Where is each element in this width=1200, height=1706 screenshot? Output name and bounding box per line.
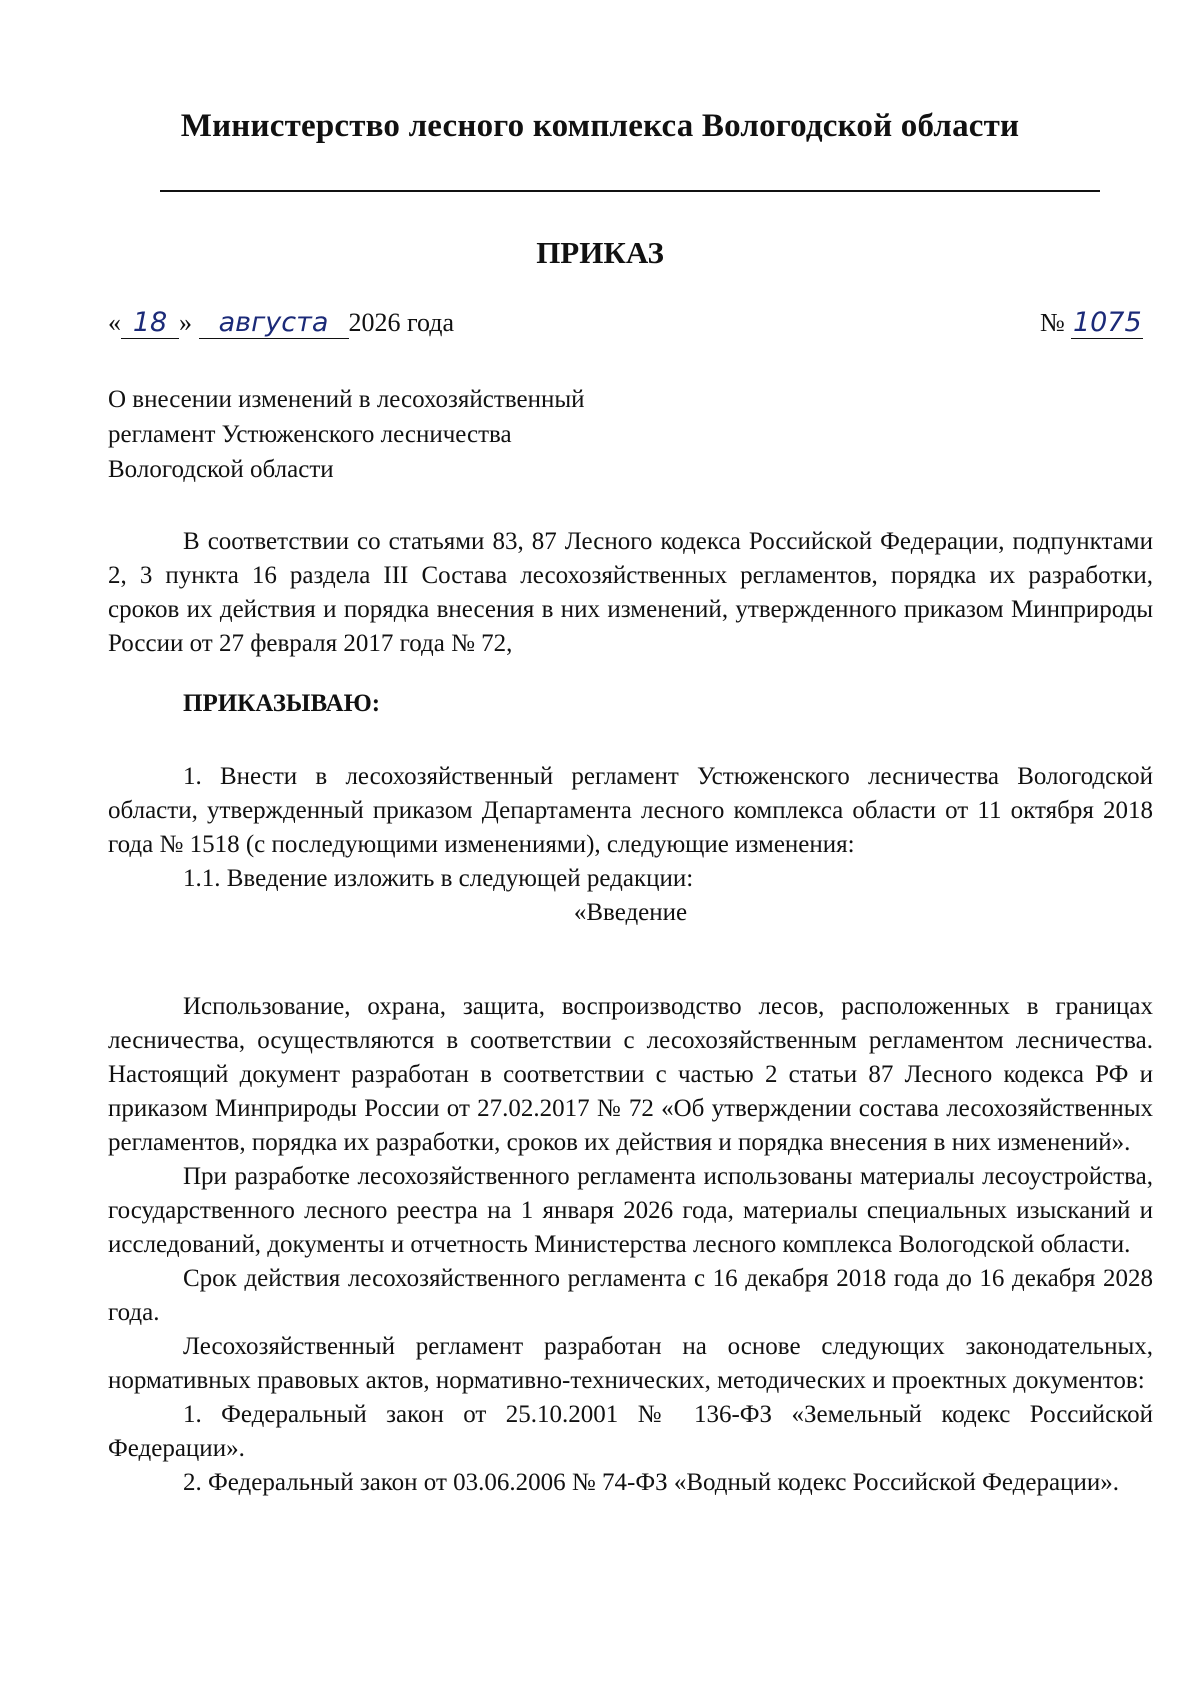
order-items-section [108, 760, 1153, 930]
handwritten-day: 18 [121, 307, 179, 339]
intro-paragraph: Срок действия лесохозяйственного регламента с 16 декабря 2018 года до 16 декабря 2028 года. [108, 1265, 1153, 1326]
document-type-title: ПРИКАЗ [536, 235, 664, 270]
order-item-1-1: 1.1. Введение изложить в следующей редакции: [183, 865, 694, 892]
date-open-quote: « [108, 308, 121, 337]
introduction-text [108, 990, 1153, 1500]
date-year: 2026 года [348, 308, 455, 337]
introduction-heading: «Введение [573, 899, 688, 926]
order-item-1: 1. Внести в лесохозяйственный регламент Устюженского лесничества Вологодской области, утвержденный приказом Департамента лесного комплекса области от 11 октября 2018 года № 1518 (с последующими изменениями), следующие изменения: [108, 763, 1153, 858]
subject-line: регламент Устюженского лесничества [108, 421, 512, 448]
intro-paragraph: При разработке лесохозяйственного регламента использованы материалы лесоустройства, государственного лесного реестра на 1 января 2026 года, материалы специальных изысканий и исследований, документы и отчетность Министерства лесного комплекса Вологодской области. [108, 1163, 1153, 1258]
legal-basis-section [108, 525, 1153, 661]
date-close-quote: » [179, 308, 192, 337]
intro-paragraph: Лесохозяйственный регламент разработан на основе следующих законодательных, нормативных правовых актов, нормативно-технических, методических и проектных документов: [108, 1333, 1153, 1394]
intro-paragraph: Использование, охрана, защита, воспроизводство лесов, расположенных в границах лесничества, осуществляются в соответствии с лесохозяйственным регламентом лесничества. Настоящий документ разработан в соответствии с частью 2 статьи 87 Лесного кодекса РФ и приказом Минприроды России от 27.02.2017 № 72 «Об утверждении состава лесохозяйственных регламентов, порядка их разработки, сроков их действия и порядка внесения в них изменений». [108, 993, 1153, 1156]
order-subject [108, 382, 728, 487]
subject-line: Вологодской области [108, 456, 334, 483]
handwritten-month: августа [199, 307, 349, 339]
ministry-title: Министерство лесного комплекса Вологодской области [180, 108, 1020, 144]
header-divider [160, 190, 1100, 192]
order-date [108, 307, 454, 339]
handwritten-number: 1075 [1072, 307, 1142, 338]
subject-line: О внесении изменений в лесохозяйственный [108, 386, 585, 413]
law-list-item: 1. Федеральный закон от 25.10.2001 № 136-ФЗ «Земельный кодекс Российской Федерации». [108, 1401, 1153, 1462]
legal-basis-paragraph: В соответствии со статьями 83, 87 Лесного кодекса Российской Федерации, подпунктами 2, 3 пункта 16 раздела III Состава лесохозяйственных регламентов, порядка их разработки, сроков их действия и порядка внесения в них изменений, утвержденного приказом Минприроды России от 27 февраля 2017 года № 72, [108, 528, 1153, 657]
order-directive-word: ПРИКАЗЫВАЮ: [183, 690, 381, 717]
number-prefix: № [1040, 308, 1065, 337]
order-number [1040, 307, 1143, 339]
law-list-item: 2. Федеральный закон от 03.06.2006 № 74-ФЗ «Водный кодекс Российской Федерации». [183, 1469, 1119, 1496]
